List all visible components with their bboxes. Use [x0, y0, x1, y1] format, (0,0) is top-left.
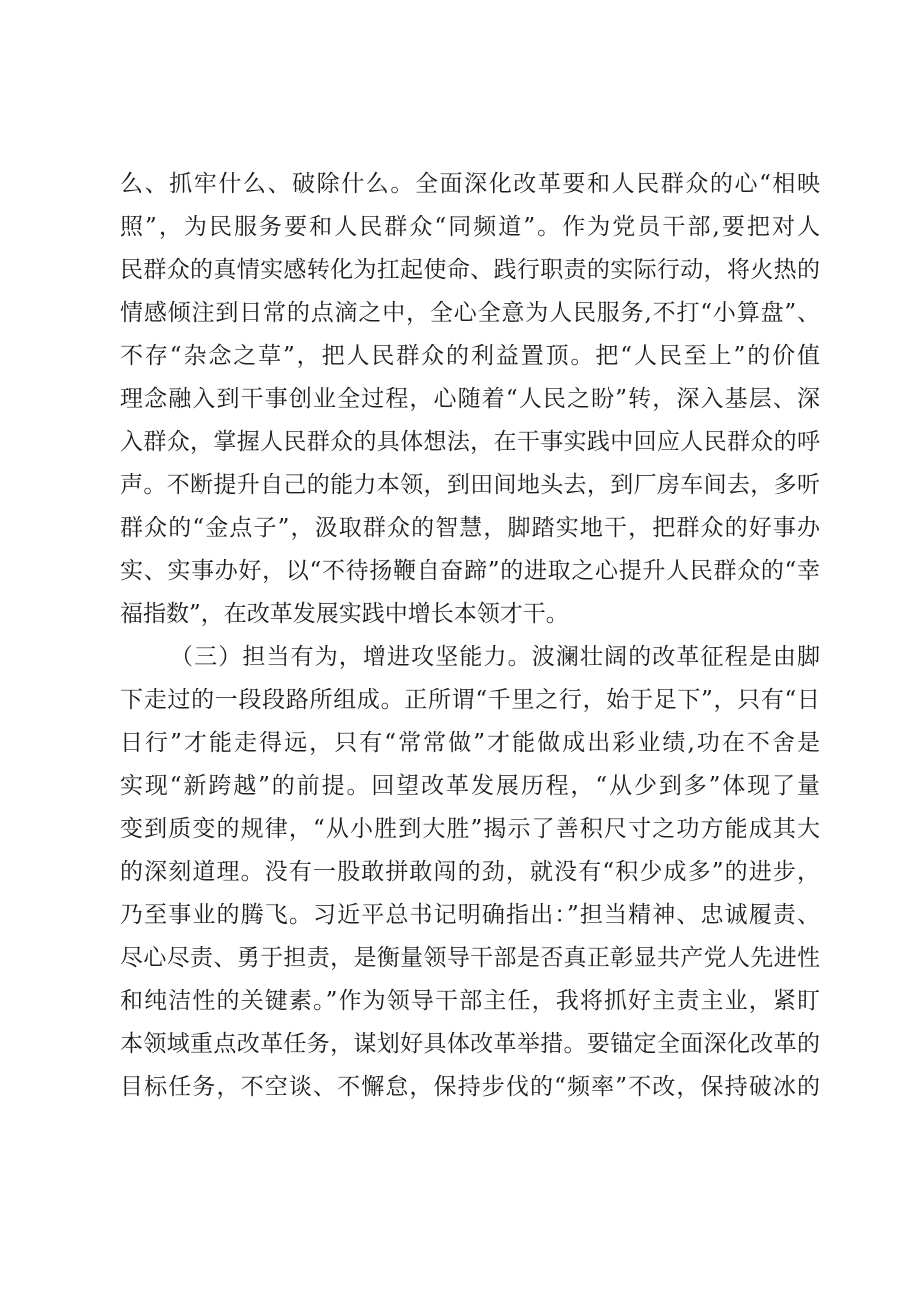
text-line: 的深刻道理。没有一股敢拼敢闯的劲，就没有“积少成多”的进步，: [120, 859, 820, 885]
text-line: 变到质变的规律，“从小胜到大胜”揭示了善积尺寸之功方能成其大: [120, 816, 820, 842]
text-line: 情感倾注到日常的点滴之中，全心全意为人民服务,不打“小算盘”、: [120, 300, 820, 326]
text-line: 乃至事业的腾飞。习近平总书记明确指出：”担当精神、忠诚履责、: [120, 902, 820, 928]
text-line: 声。不断提升自己的能力本领，到田间地头去，到厂房车间去，多听: [120, 472, 820, 498]
text-line: 目标任务，不空谈、不懈怠，保持步伐的“频率”不改，保持破冰的: [120, 1074, 820, 1100]
text-line: 实现“新跨越”的前提。回望改革发展历程，“从少到多”体现了量: [120, 773, 820, 799]
text-line: 下走过的一段段路所组成。正所谓“千里之行，始于足下”，只有“日: [120, 687, 820, 713]
text-line: 尽心尽责、勇于担责，是衡量领导干部是否真正彰显共产党人先进性: [120, 945, 820, 971]
text-line: 和纯洁性的关键素。”作为领导干部主任，我将抓好主责主业，紧盯: [120, 988, 820, 1014]
text-line: 么、抓牢什么、破除什么。全面深化改革要和人民群众的心“相映: [120, 171, 820, 197]
text-line: 照”，为民服务要和人民群众“同频道”。作为党员干部,要把对人: [120, 214, 820, 240]
text-line: 本领域重点改革任务，谋划好具体改革举措。要锚定全面深化改革的: [120, 1031, 820, 1057]
text-line: 日行”才能走得远，只有“常常做”才能做成出彩业绩,功在不舍是: [120, 730, 820, 756]
text-line: 民群众的真情实感转化为扛起使命、践行职责的实际行动，将火热的: [120, 257, 820, 283]
section-heading-line: （三）担当有为，增进攻坚能力。波澜壮阔的改革征程是由脚: [170, 644, 820, 670]
text-line: 群众的“金点子”，汲取群众的智慧，脚踏实地干，把群众的好事办: [120, 515, 820, 541]
text-line: 入群众，掌握人民群众的具体想法，在干事实践中回应人民群众的呼: [120, 429, 820, 455]
text-line: 不存“杂念之草”，把人民群众的利益置顶。把“人民至上”的价值: [120, 343, 820, 369]
text-line: 福指数”，在改革发展实践中增长本领才干。: [120, 601, 569, 627]
text-line: 理念融入到干事创业全过程，心随着“人民之盼”转，深入基层、深: [120, 386, 820, 412]
text-line: 实、实事办好，以“不待扬鞭自奋蹄”的进取之心提升人民群众的“幸: [120, 558, 820, 584]
